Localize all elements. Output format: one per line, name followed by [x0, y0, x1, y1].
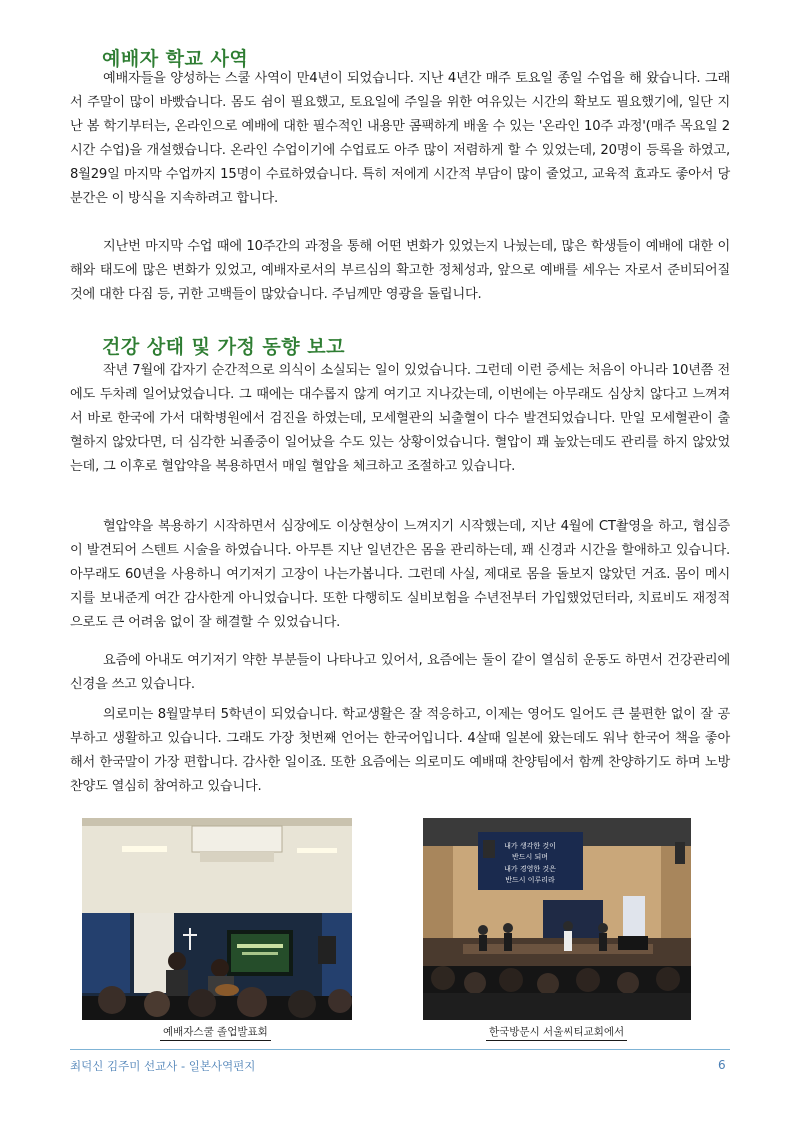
screen-line-2: 반드시 되며 — [511, 853, 549, 861]
paragraph-health-3: 요즘에 아내도 여기저기 약한 부분들이 나타나고 있어서, 요즘에는 둘이 같이 열심히 운동도 하면서 건강관리에 신경을 쓰고 있습니다. — [70, 653, 730, 692]
paragraph-health-2: 혈압약을 복용하기 시작하면서 심장에도 이상현상이 느껴지기 시작했는데, 지난 4월에 CT촬영을 하고, 협심증이 발견되어 스텐트 시술을 하였습니다. 아무튼 지난 일년간은 몸을 관리하는데, 꽤 신경과 시간을 할애하고 있습니다. 아무래도 60년을 사용하니 여기저기 고장이 나는가봅니다. 그런데 사실, 제대로 몸을 돌보지 않았던 거죠. 몸이 메시지를 보내준게 여간 감사한게 아니었습니다. 또한 다행히도 실비보험을 수년전부터 가입했었던터라, 치료비도 재정적으로도 큰 어려움 없이 잘 해결할 수 있었습니다. — [70, 519, 730, 630]
photo-caption-right: 한국방문시 서울씨티교회에서 — [486, 1023, 627, 1041]
paragraph-family-daughter: 의로미는 8월말부터 5학년이 되었습니다. 학교생활은 잘 적응하고, 이제는 영어도 일어도 큰 불편한 없이 잘 공부하고 생활하고 있습니다. 그래도 가장 첫번째 언어는 한국어입니다. 4살때 일본에 왔는데도 워낙 한국어 책을 좋아해서 한국말이 가장 편합니다. 감사한 일이죠. 또한 요즘에는 의로미도 예배때 찬양팀에서 함께 찬양하기도 하며 노방찬양도 열심히 참여하고 있습니다. — [70, 707, 730, 794]
paragraph-health-1: 작년 7월에 갑자기 순간적으로 의식이 소실되는 일이 있었습니다. 그런데 이런 증세는 처음이 아니라 10년쯤 전에도 두차례 일어났었습니다. 그 때에는 대수롭지 않게 여기고 지나갔는데, 이번에는 아무래도 심상치 않다고 느껴져서 바로 한국에 가서 대학병원에서 검진을 하였는데, 모세혈관의 뇌출혈이 다수 발견되었습니다. 만일 모세혈관이 출혈하지 않았다면, 더 심각한 뇌졸중이 일어났을 수도 있는 상황이었습니다. 혈압이 꽤 높았는데도 관리를 하지 않았었는데, 그 이후로 혈압약을 복용하면서 매일 혈압을 체크하고 조절하고 있습니다. — [70, 363, 730, 474]
section-title-worship-school: 예배자 학교 사역 — [102, 48, 249, 70]
footer-title: 최덕신 김주미 선교사 - 일본사역편지 — [70, 1059, 256, 1073]
section-title-health-report: 건강 상태 및 가정 동향 보고 — [102, 336, 345, 358]
worship-school-photo — [82, 818, 352, 1020]
page-number: 6 — [718, 1058, 726, 1072]
church-service-photo — [423, 818, 691, 1020]
photo-caption-left: 예배자스쿨 졸업발표회 — [160, 1023, 271, 1041]
paragraph-worship-school-2: 지난번 마지막 수업 때에 10주간의 과정을 통해 어떤 변화가 있었는지 나눴는데, 많은 학생들이 예배에 대한 이해와 태도에 많은 변화가 있었고, 예배자로서의 부르심의 확고한 정체성과, 앞으로 예배를 세우는 자로서 준비되어질 것에 대한 다짐 등, 귀한 고백들이 많았습니다. 주님께만 영광을 돌립니다. — [70, 239, 730, 302]
screen-line-3: 내가 경영한 것은 — [504, 865, 556, 873]
paragraph-worship-school-1: 예배자들을 양성하는 스쿨 사역이 만4년이 되었습니다. 지난 4년간 매주 토요일 종일 수업을 해 왔습니다. 그래서 주말이 많이 바빴습니다. 몸도 쉼이 필요했고, 토요일에 주일을 위한 여유있는 시간의 확보도 필요했기에, 일단 지난 봄 학기부터는, 온라인으로 예배에 대한 필수적인 내용만 콤팩하게 배울 수 있는 '온라인 10주 과정'(매주 목요일 2시간 수업)을 개설했습니다. 온라인 수업이기에 수업료도 아주 많이 저렴하게 할 수 있었는데, 20명이 등록을 하였고, 8월29일 마지막 수업까지 15명이 수료하였습니다. 특히 저에게 시간적 부담이 많이 줄었고, 교육적 효과도 좋아서 당분간은 이 방식을 지속하려고 합니다. — [70, 71, 730, 206]
footer-divider — [70, 1049, 730, 1050]
screen-line-4: 반드시 이루리라 — [505, 876, 555, 884]
screen-line-1: 내가 생각한 것이 — [504, 842, 556, 850]
